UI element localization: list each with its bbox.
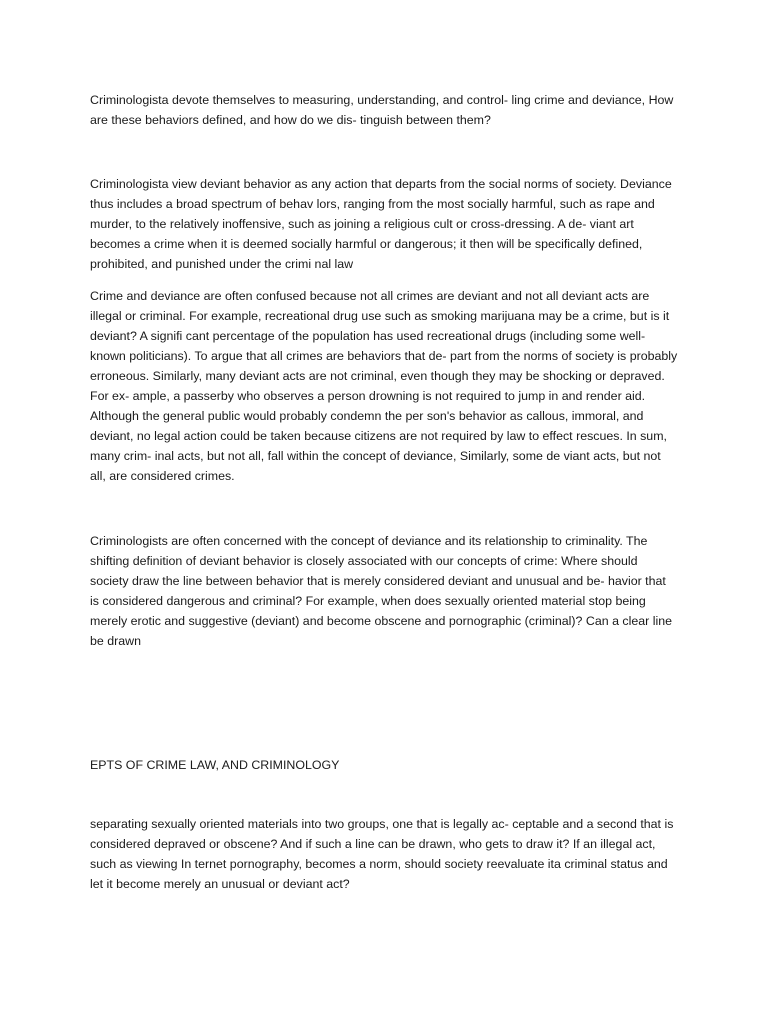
- paragraph-intro: Criminologista devote themselves to measuring, understanding, and control- ling crime and deviance, How are these behaviors defined, and how do we dis- tinguish between them?: [90, 93, 674, 127]
- paragraph-deviant-behavior: Criminologista view deviant behavior as any action that departs from the social norms of society. Deviance thus includes a broad spectrum of behav lors, ranging from the most socially harmful, such as rape and murder, to the relatively inoffensive, such as joining a religious cult or cross-dressing. A de- viant art becomes a crime when it is deemed socially harmful or dangerous; it then will be specifically defined, prohibited, and punished under the crimi nal law: [90, 177, 672, 271]
- document-page: [90, 90, 678, 894]
- section-heading: EPTS OF CRIME LAW, AND CRIMINOLOGY: [90, 758, 340, 772]
- paragraph-closing: separating sexually oriented materials into two groups, one that is legally ac- ceptable and a second that is considered depraved or obscene? And if such a line can be drawn, who gets to draw it? If an illegal act, such as viewing In ternet pornography, becomes a norm, should society reevaluate ita criminal status and let it become merely an unusual or deviant act?: [90, 817, 674, 891]
- paragraph-crime-and-deviance: Crime and deviance are often confused because not all crimes are deviant and not all deviant acts are illegal or criminal. For example, recreational drug use such as smoking marijuana may be a crime, but is it deviant? A signifi cant percentage of the population has used recreational drugs (including some well-known politicians). To argue that all crimes are behaviors that de- part from the norms of society is probably erroneous. Similarly, many deviant acts are not criminal, even though they may be shocking or depraved. For ex- ample, a passerby who observes a person drowning is not required to jump in and render aid. Although the general public would probably condemn the per son's behavior as callous, immoral, and deviant, no legal action could be taken because citizens are not required by law to effect rescues. In sum, many crim- inal acts, but not all, fall within the concept of deviance, Similarly, some de viant acts, but not all, are considered crimes.: [90, 289, 678, 483]
- paragraph-criminologists-concern: Criminologists are often concerned with the concept of deviance and its relationship to criminality. The shifting definition of deviant behavior is closely associated with our concepts of crime: Where should society draw the line between behavior that is merely considered deviant and unusual and be- havior that is considered dangerous and criminal? For example, when does sexually oriented material stop being merely erotic and suggestive (deviant) and become obscene and pornographic (criminal)? Can a clear line be drawn: [90, 534, 672, 648]
